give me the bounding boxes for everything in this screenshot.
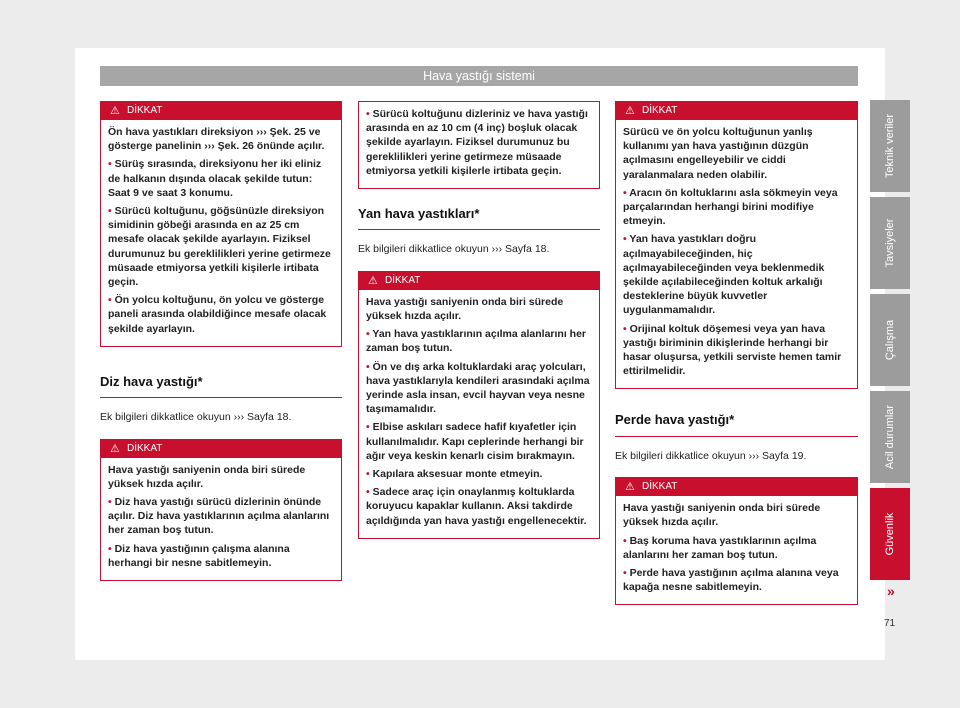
warning-text: Hava yastığı saniyenin onda biri sürede yüksek hızda açılır.	[108, 463, 306, 490]
section-title-knee-airbag: Diz hava yastığı*	[100, 375, 342, 398]
column-3	[615, 101, 858, 605]
warning-text: Hava yastığı saniyenin onda biri sürede yüksek hızda açılır.	[623, 502, 821, 529]
warning-bullet: • Perde hava yastığının açılma alanına veya kapağa nesne sabitlemeyin.	[623, 566, 851, 594]
warning-box-side	[358, 271, 600, 539]
warning-text: Sürücü ve ön yolcu koltuğunun yanlış kullanımı yan hava yastığının düzgün açılmasını engelleyebilir ve ciddi yaralanmalara neden olabilir.	[623, 126, 813, 181]
warning-bullet: • Yan hava yastıkları doğru açılmayabileceğinden, hiç açılmayabileceğinden veya beklenmedik şekilde açılabileceğinden koltuk arkalığı desteklerine büyük kuvvetler uygulanmamalıdır.	[623, 232, 851, 317]
tab-teknik-veriler[interactable]: Teknik veriler	[870, 100, 910, 192]
warning-box-knee	[100, 439, 342, 581]
warning-bullet: • Orijinal koltuk döşemesi veya yan hava yastığı biriminin dikişlerinde herhangi bir hasar oluşursa, yetkili serviste hemen tamir ettirilmelidir.	[623, 322, 851, 379]
reference-text: Ek bilgileri dikkatlice okuyun ››› Sayfa 19.	[615, 449, 807, 462]
section-title-curtain-airbag: Perde hava yastığı*	[615, 413, 858, 436]
warning-title: ⚠ DİKKAT	[359, 272, 599, 290]
warning-bullet: • Elbise askıları sadece hafif kıyafetler için kullanılmalıdır. Kapı ceplerinde herhangi bir ağır veya keskin kenarlı cisim bırakmayın.	[366, 420, 593, 463]
section-title-side-airbags: Yan hava yastıkları*	[358, 207, 600, 230]
warning-bullet: • Sürücü koltuğunu dizleriniz ve hava yastığı arasında en az 10 cm (4 inç) boşluk olacak şekilde ayarlayın. Fiziksel durumunuz bu gereklilikleri yerine getirmeze müsaade etmiyorsa yetkili kişilerle irtibata geçin.	[366, 107, 593, 178]
warning-title: ⚠ DİKKAT	[101, 102, 341, 120]
column-2	[358, 101, 600, 539]
warning-bullet: • Sadece araç için onaylanmış koltuklarda koruyucu kapaklar kullanın. Aksi takdirde açıldığında yan hava yastığı engellenecektir.	[366, 485, 593, 528]
warning-box-continued	[358, 101, 600, 189]
warning-bullet: • Diz hava yastığının çalışma alanına herhangi bir nesne sabitlemeyin.	[108, 542, 335, 570]
warning-text: Ön hava yastıkları direksiyon ››› Şek. 25 ve gösterge panelinin ››› Şek. 26 önünde açılır.	[108, 126, 325, 153]
warning-box-seats	[615, 101, 858, 389]
warning-box-front	[100, 101, 342, 347]
tab-acil-durumlar[interactable]: Acil durumlar	[870, 391, 910, 483]
warning-bullet: • Ön ve dış arka koltuklardaki araç yolcuları, hava yastıklarıyla kendileri arasındaki açılma yerinde asla insan, evcil hayvan veya nesne taşımamalıdır.	[366, 360, 593, 417]
column-1	[100, 101, 342, 581]
warning-bullet: • Yan hava yastıklarının açılma alanlarını her zaman boş tutun.	[366, 327, 593, 355]
warning-bullet: • Baş koruma hava yastıklarının açılma alanlarını her zaman boş tutun.	[623, 534, 851, 562]
warning-bullet: • Diz hava yastığı sürücü dizlerinin önünde açılır. Diz hava yastıklarının açılma alanlarını her zaman boş tutun.	[108, 495, 335, 538]
warning-text: Hava yastığı saniyenin onda biri sürede yüksek hızda açılır.	[366, 295, 564, 322]
warning-bullet: • Sürücü koltuğunu, göğsünüzle direksiyon simidinin göbeği arasında en az 25 cm mesafe olacak şekilde ayarlayın. Fiziksel durumunuz bu gereklilikleri yerine getirmeze müsaade etmiyorsa yetkili kişilerle irtibata geçin.	[108, 204, 335, 289]
warning-box-curtain	[615, 477, 858, 605]
warning-title: ⚠ DİKKAT	[101, 440, 341, 458]
tab-calisma[interactable]: Çalışma	[870, 294, 910, 386]
warning-bullet: • Sürüş sırasında, direksiyonu her iki eliniz de halkanın dışında olacak şekilde tutun: Saat 9 ve saat 3 konumu.	[108, 157, 335, 200]
continue-arrow-icon: »	[887, 583, 895, 599]
tab-guvenlik[interactable]: Güvenlik	[870, 488, 910, 580]
reference-text: Ek bilgileri dikkatlice okuyun ››› Sayfa 18.	[100, 411, 292, 424]
tab-tavsiyeler[interactable]: Tavsiyeler	[870, 197, 910, 289]
warning-bullet: • Ön yolcu koltuğunu, ön yolcu ve gösterge paneli arasında olabildiğince mesafe olacak şekilde ayarlayın.	[108, 293, 335, 336]
warning-bullet: • Kapılara aksesuar monte etmeyin.	[366, 467, 593, 481]
warning-title: ⚠ DİKKAT	[616, 102, 857, 120]
warning-title: ⚠ DİKKAT	[616, 478, 857, 496]
warning-bullet: • Aracın ön koltuklarını asla sökmeyin veya parçalarından herhangi birini modifiye etmeyin.	[623, 186, 851, 229]
page-header: Hava yastığı sistemi	[100, 66, 858, 86]
reference-text: Ek bilgileri dikkatlice okuyun ››› Sayfa 18.	[358, 243, 550, 256]
page-number: 71	[884, 618, 896, 629]
